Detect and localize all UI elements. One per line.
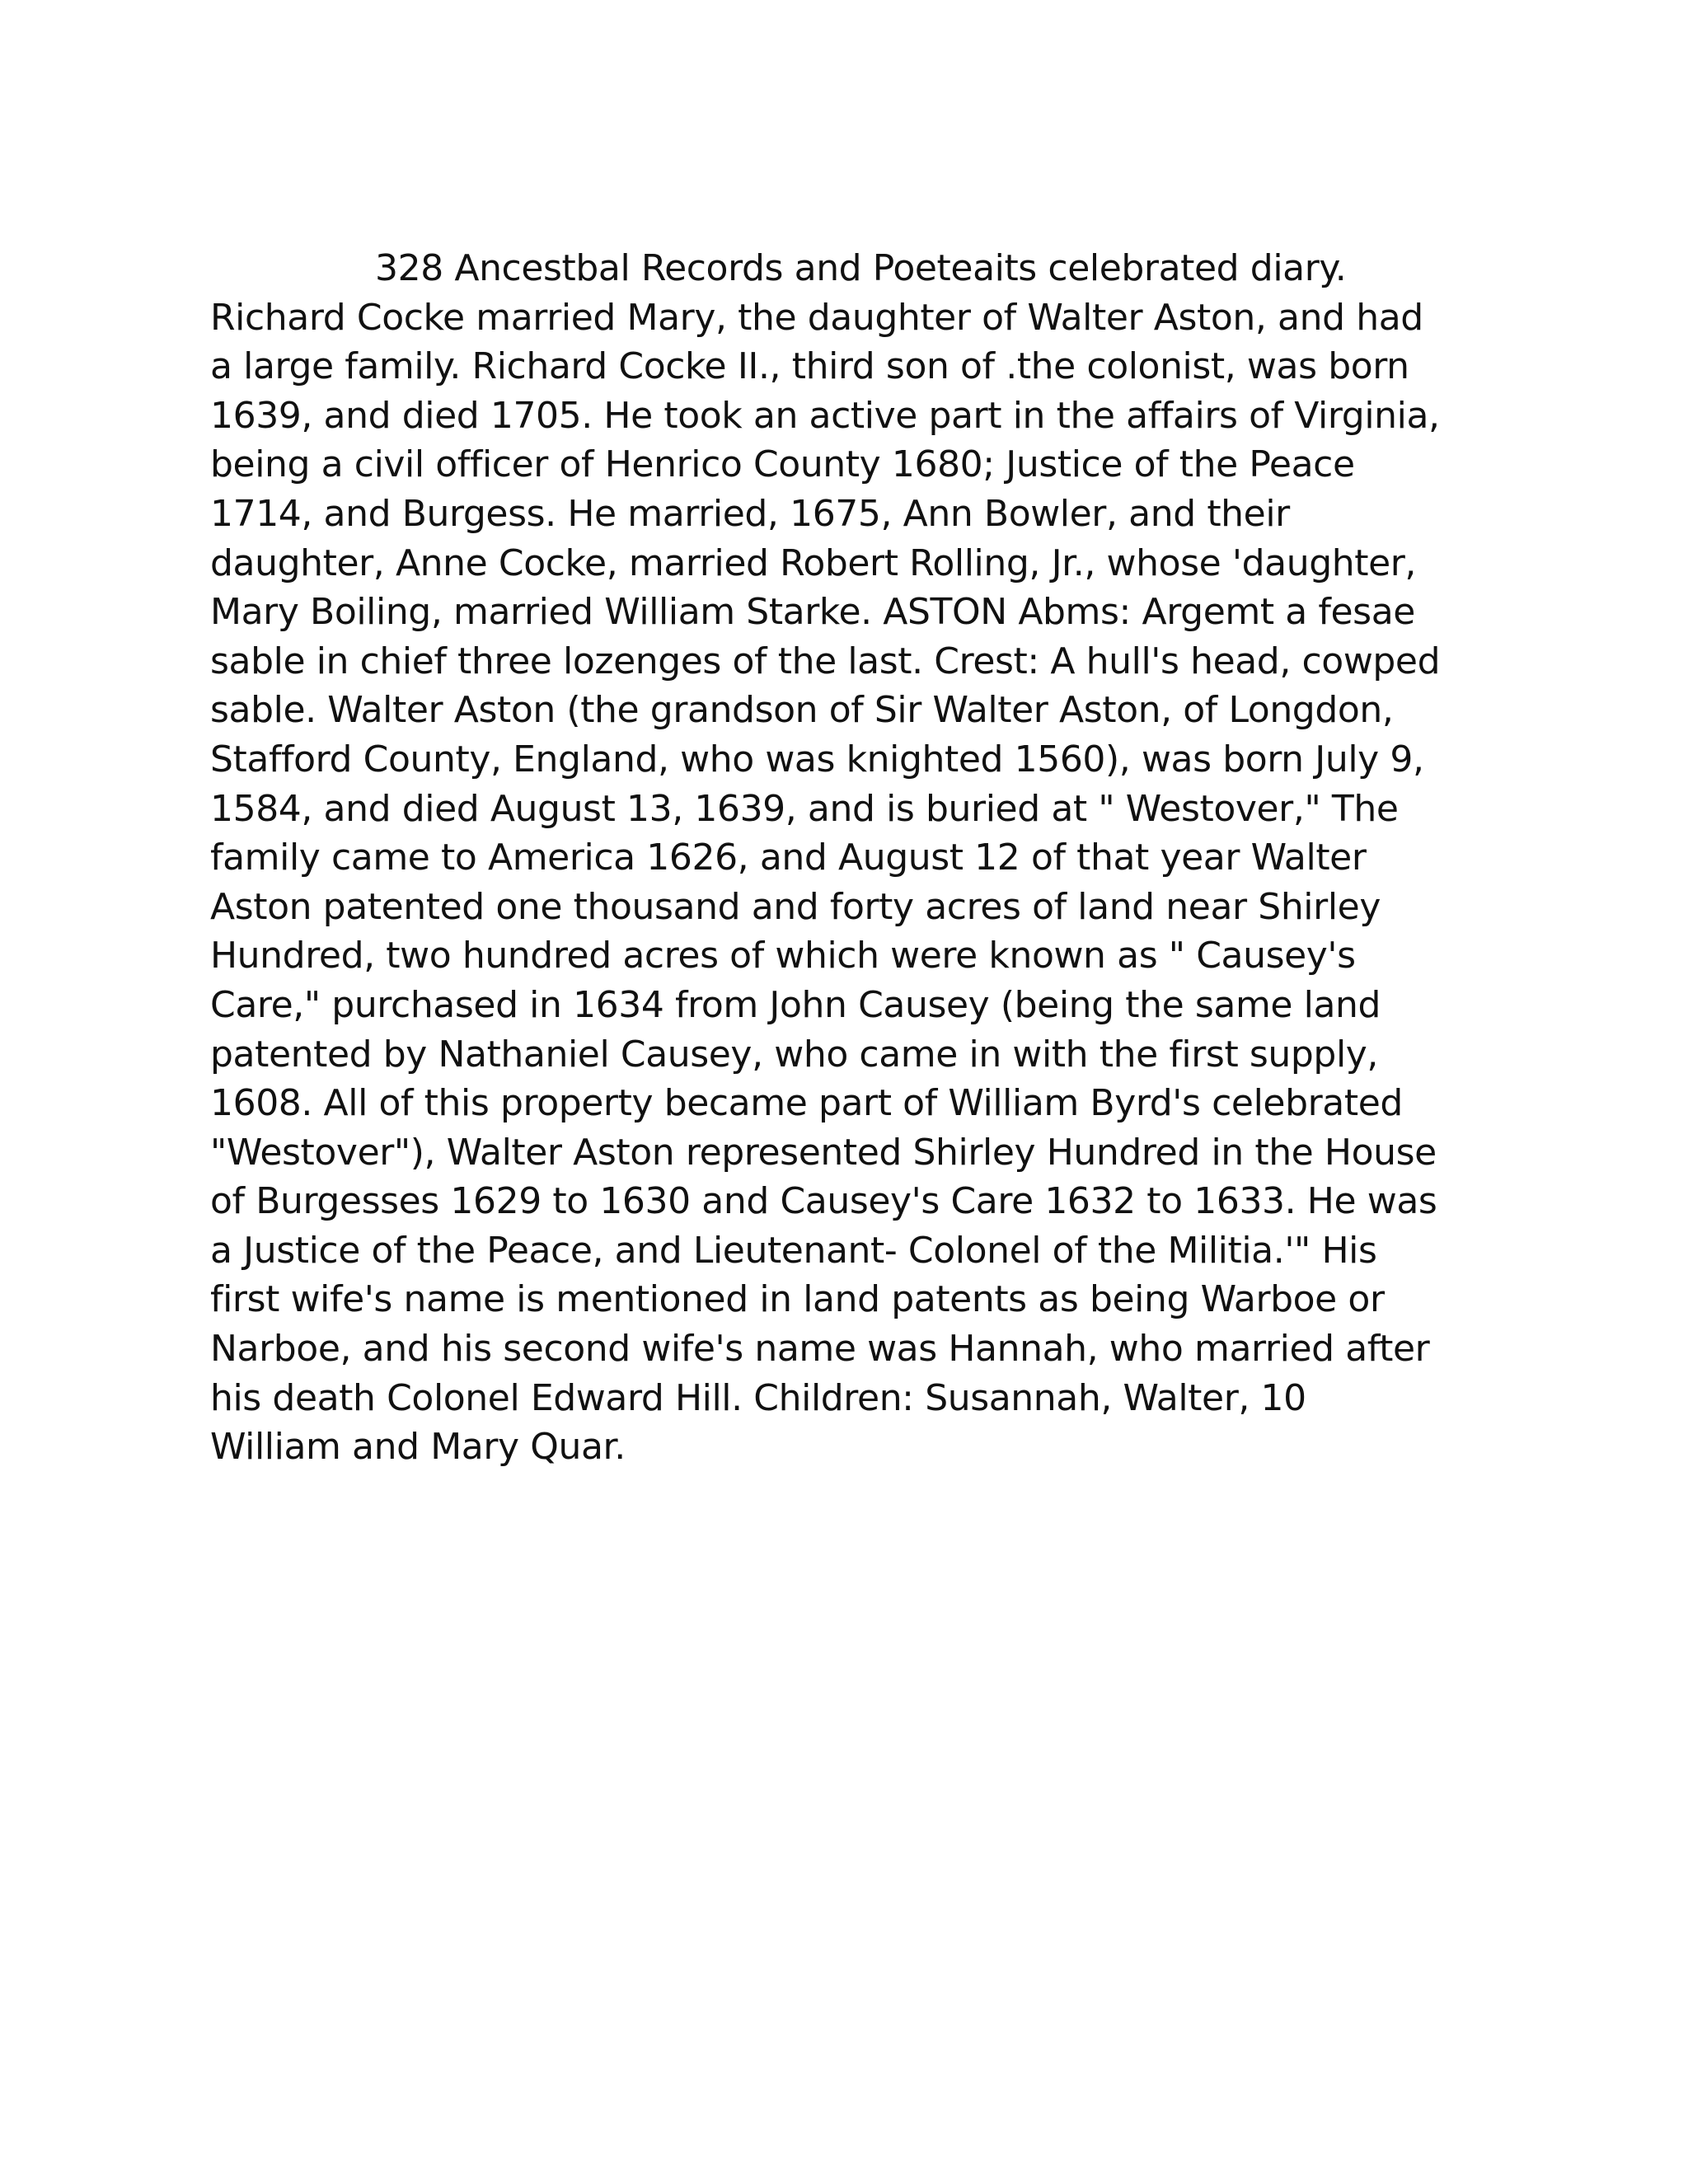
- text-line: sable. Walter Aston (the grandson of Sir Walter Aston, of Longdon,: [210, 689, 1394, 732]
- text-line-header: 328 Ancestbal Records and Poeteaits celebrated diary.: [375, 247, 1347, 289]
- body-text: [210, 244, 1496, 1472]
- text-line: first wife's name is mentioned in land patents as being Warboe or: [210, 1278, 1385, 1321]
- text-line: being a civil officer of Henrico County 1680; Justice of the Peace: [210, 443, 1355, 486]
- text-line: Mary Boiling, married William Starke. ASTON Abms: Argemt a fesae: [210, 591, 1415, 634]
- text-line: a Justice of the Peace, and Lieutenant- Colonel of the Militia.'" His: [210, 1229, 1377, 1272]
- text-line: William and Mary Quar.: [210, 1426, 626, 1469]
- text-line: Hundred, two hundred acres of which were known as " Causey's: [210, 935, 1356, 977]
- text-line: Care," purchased in 1634 from John Causey (being the same land: [210, 983, 1381, 1026]
- text-line: sable in chief three lozenges of the last. Crest: A hull's head, cowped: [210, 640, 1441, 682]
- text-line: 1714, and Burgess. He married, 1675, Ann Bowler, and their: [210, 492, 1290, 535]
- text-line: Stafford County, England, who was knighted 1560), was born July 9,: [210, 738, 1424, 780]
- text-line: "Westover"), Walter Aston represented Shirley Hundred in the House: [210, 1131, 1437, 1174]
- text-line: a large family. Richard Cocke II., third son of .the colonist, was born: [210, 345, 1409, 388]
- text-line: 1608. All of this property became part of William Byrd's celebrated: [210, 1082, 1403, 1125]
- text-line: Richard Cocke married Mary, the daughter of Walter Aston, and had: [210, 296, 1423, 339]
- text-line: Aston patented one thousand and forty acres of land near Shirley: [210, 885, 1381, 928]
- text-line: 1584, and died August 13, 1639, and is buried at " Westover," The: [210, 787, 1399, 830]
- text-line: of Burgesses 1629 to 1630 and Causey's Care 1632 to 1633. He was: [210, 1180, 1437, 1223]
- text-line: family came to America 1626, and August 12 of that year Walter: [210, 837, 1367, 879]
- text-line: patented by Nathaniel Causey, who came in with the first supply,: [210, 1033, 1379, 1076]
- text-line: his death Colonel Edward Hill. Children: Susannah, Walter, 10: [210, 1376, 1306, 1419]
- text-line: 1639, and died 1705. He took an active part in the affairs of Virginia,: [210, 394, 1440, 437]
- text-line: daughter, Anne Cocke, married Robert Rolling, Jr., whose 'daughter,: [210, 541, 1417, 584]
- text-line: Narboe, and his second wife's name was Hannah, who married after: [210, 1328, 1430, 1371]
